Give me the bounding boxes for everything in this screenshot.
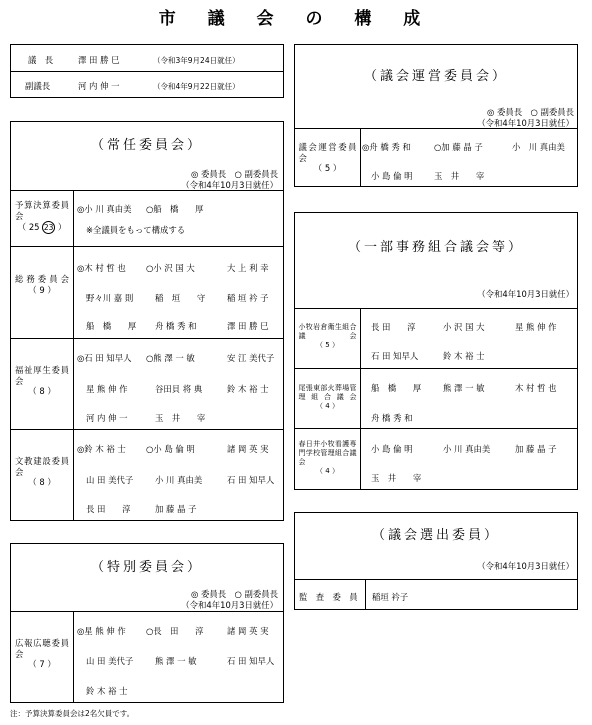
association-count: （ 5 ） [316,341,339,349]
member: 熊 澤 一 敏 [155,656,197,666]
budget-committee-count [11,221,73,234]
committee-name [11,456,73,488]
divider [11,611,283,612]
crematorium-name: 尾張東部火葬場管理組合議会 [298,384,357,401]
divider [73,190,74,520]
committee-name [11,365,73,397]
member: 星 熊 伸 作 [515,322,557,332]
member: 小 沢 国 大 [443,322,485,332]
member: 諸 岡 英 実 [227,444,269,454]
budget-committee-name: 予算決算委員会 [15,200,69,221]
elected-term: （令和4年10月3日就任） [477,561,574,571]
member: 船 橋 厚 [86,321,137,331]
steering-committee-name: 議会運営委員会 [298,142,357,163]
member: 野々川 嘉 則 [86,293,134,303]
auditor-label: 監 査 委 員 [299,592,358,602]
steering-term: （令和4年10月3日就任） [477,118,574,128]
member: 小 川 真由美 [512,142,565,152]
member: 山 田 美代子 [86,656,134,666]
member: 玉 井 宰 [434,171,485,181]
member: 石 田 知早人 [371,351,419,361]
committee-name [11,274,73,295]
count-close: ） [57,222,67,232]
divider [11,429,283,430]
welfare-committee-name: 福祉厚生委員会 [15,365,69,386]
member: ○加 藤 晶 子 [434,142,483,152]
general-affairs-committee-name: 総務委員会 [15,274,69,284]
vice-chair-name: 河 内 伸 一 [78,81,120,91]
association-count: （ 4 ） [316,402,339,410]
member: 小 川 真由美 [155,475,203,485]
vice-chair-term: （令和4年9月22日就任） [153,82,240,91]
member: ◎小 川 真由美 [77,204,132,214]
member: 澤 田 勝 巳 [227,321,269,331]
page-title: 市 議 会 の 構 成 [158,9,434,29]
partial-term: （令和4年10月3日就任） [477,289,574,299]
member: 長 田 淳 [371,322,416,332]
pr-committee-name: 広報広聴委員会 [15,638,69,659]
divider [295,579,577,580]
member: 加 藤 晶 子 [515,444,557,454]
standing-committees-heading: （常任委員会） [90,138,203,153]
member: 小 島 倫 明 [371,444,413,454]
committee-name [295,142,360,174]
member: ◎木 村 哲 也 [77,263,126,273]
member: 安 江 美代子 [227,353,275,363]
divider [11,71,283,72]
member: 熊 澤 一 敏 [443,383,485,393]
member: 鈴 木 裕 士 [443,351,485,361]
member: 石 田 知早人 [227,475,275,485]
member: ○小 沢 国 大 [146,263,195,273]
chair-name: 澤 田 勝 巳 [78,55,120,65]
member: 山 田 美代子 [86,475,134,485]
association-name [295,440,360,476]
nursing-school-name: 春日井小牧看護専門学校管理組合議会 [298,440,357,466]
committee-name [11,200,73,234]
auditor-name: 稲垣 衿子 [372,592,409,602]
divider [295,428,577,429]
divider [11,190,283,191]
committee-count: （ 9 ） [28,284,56,295]
member: 玉 井 宰 [155,413,206,423]
divider [295,308,577,309]
standing-legend: ◎ 委員長 ○ 副委員長 [191,169,278,179]
member: ○長 田 淳 [146,626,204,636]
member: 小 島 倫 明 [371,171,413,181]
divider [295,128,577,129]
member: 木 村 哲 也 [515,383,557,393]
count-circled: 23 [43,223,54,232]
budget-note: ※全議員をもって構成する [86,225,186,235]
special-term: （令和4年10月3日就任） [181,600,278,610]
vice-chair-label: 副議長 [25,81,51,91]
member: 加 藤 晶 子 [155,504,197,514]
divider [11,246,283,247]
member: 鈴 木 裕 士 [86,686,128,696]
steering-committee-heading: （議会運営委員会） [363,69,508,84]
special-legend: ◎ 委員長 ○ 副委員長 [191,589,278,599]
committee-count: （ 5 ） [313,163,342,173]
member: 諸 岡 英 実 [227,626,269,636]
member: 舟 橋 秀 和 [371,413,413,423]
chair-term: （令和3年9月24日就任） [153,56,240,65]
steering-legend: ◎ 委員長 ○ 副委員長 [487,107,574,117]
standing-term: （令和4年10月3日就任） [181,180,278,190]
education-committee-name: 文教建設委員会 [15,456,69,477]
member: ○熊 澤 一 敏 [146,353,195,363]
divider [365,579,366,609]
count-open: （ 25 [17,222,40,232]
footnote: 注：予算決算委員会は2名欠員です。 [10,709,135,718]
member: ◎鈴 木 裕 士 [77,444,126,454]
member: 稲 垣 衿 子 [227,293,269,303]
committee-count: （ 8 ） [28,386,56,396]
member: ◎舟 橋 秀 和 [362,142,411,152]
chair-label: 議 長 [28,55,54,65]
member: 石 田 知早人 [227,656,275,666]
member: 星 熊 伸 作 [86,384,128,394]
special-committees-heading: （特別委員会） [90,560,203,575]
member: 河 内 伸 一 [86,413,128,423]
member: ◎星 熊 伸 作 [77,626,126,636]
member: 玉 井 宰 [371,473,422,483]
member: 大 上 利 幸 [227,263,269,273]
association-name [295,323,360,350]
association-count: （ 4 ） [316,467,339,475]
divider [360,128,361,186]
committee-count: （ 7 ） [28,659,56,669]
member: ◎石 田 知早人 [77,353,132,363]
association-name [295,384,360,411]
divider [295,368,577,369]
member: 鈴 木 裕 士 [227,384,269,394]
member: 舟 橋 秀 和 [155,321,197,331]
member: 稲 垣 守 [155,293,206,303]
divider [11,338,283,339]
member: 船 橋 厚 [371,383,422,393]
divider [73,611,74,702]
komaki-iwakura-name: 小牧岩倉衛生組合議会 [298,323,357,340]
member: 長 田 淳 [86,504,131,514]
member: ○船 橋 厚 [146,204,204,214]
divider [360,308,361,489]
elected-members-heading: （議会選出委員） [371,528,500,543]
partial-association-heading: （一部事務組合議会等） [347,240,524,255]
member: 谷田貝 将 典 [155,384,203,394]
member: ○小 島 倫 明 [146,444,195,454]
committee-name [11,638,73,670]
member: 小 川 真由美 [443,444,491,454]
committee-count: （ 8 ） [28,477,56,487]
